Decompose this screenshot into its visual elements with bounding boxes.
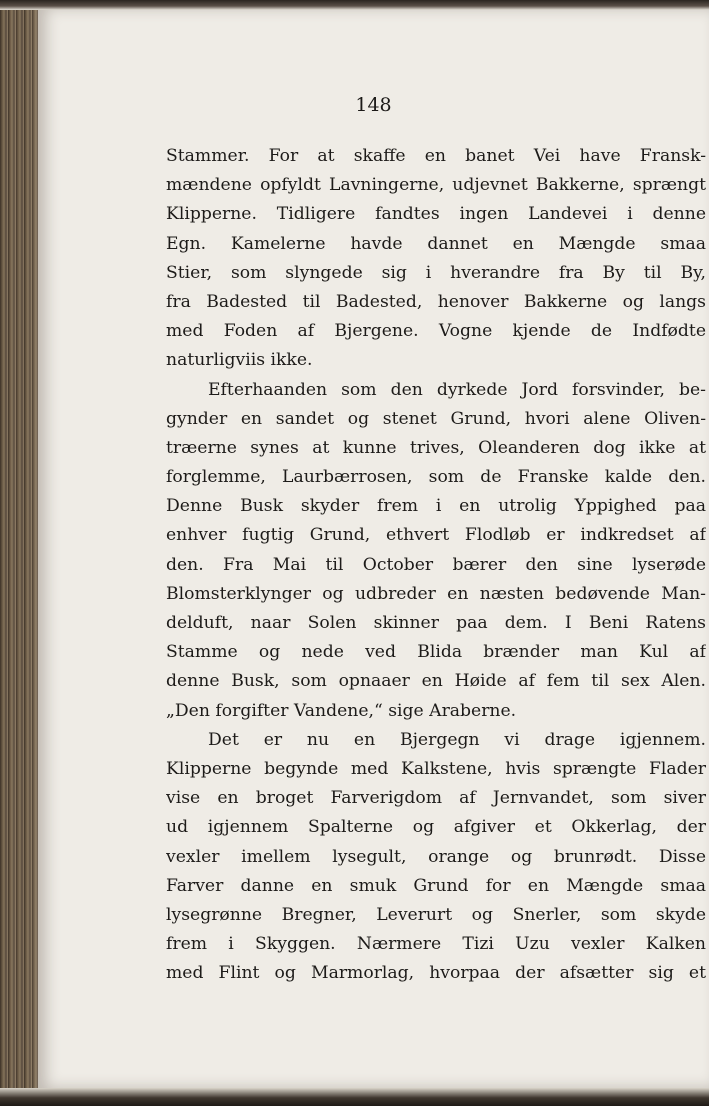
text-line: Stamme og nede ved Blida brænder man Kul af <box>166 642 706 663</box>
bottom-edge-shadow <box>0 1088 709 1106</box>
book-spine <box>0 0 38 1106</box>
text-line: forglemme, Laurbærrosen, som de Franske kalde den. <box>166 467 706 488</box>
text-line: Klipperne. Tidligere fandtes ingen Landevei i denne <box>166 204 706 225</box>
text-line: Efterhaanden som den dyrkede Jord forsvinder, be- <box>208 379 706 400</box>
text-line: Det er nu en Bjergegn vi drage igjennem. <box>208 729 706 750</box>
text-line: ud igjennem Spalterne og afgiver et Okkerlag, der <box>166 817 706 838</box>
text-line: den. Fra Mai til October bærer den sine lyserøde <box>166 554 706 575</box>
text-line: vexler imellem lysegult, orange og brunrødt. Disse <box>166 846 706 867</box>
text-line: Klipperne begynde med Kalkstene, hvis sprængte Flader <box>166 758 706 779</box>
text-line: frem i Skyggen. Nærmere Tizi Uzu vexler Kalken <box>166 934 706 955</box>
text-line: Blomsterklynger og udbreder en næsten bedøvende Man- <box>166 583 706 604</box>
text-line: naturligviis ikke. <box>166 350 313 371</box>
body-text <box>166 142 706 988</box>
text-line: denne Busk, som opnaaer en Høide af fem til sex Alen. <box>166 671 706 692</box>
page-number: 148 <box>355 94 392 116</box>
text-line: med Flint og Marmorlag, hvorpaa der afsætter sig et <box>166 963 706 984</box>
text-line: Egn. Kamelerne havde dannet en Mængde smaa <box>166 233 706 254</box>
text-line: Denne Busk skyder frem i en utrolig Yppighed paa <box>166 496 706 517</box>
text-line: mændene opfyldt Lavningerne, udjevnet Bakkerne, sprængt <box>166 175 706 196</box>
text-line: fra Badested til Badested, henover Bakkerne og langs <box>166 291 706 312</box>
text-line: Stammer. For at skaffe en banet Vei have Fransk- <box>166 146 706 166</box>
text-line: „Den forgifter Vandene,“ sige Araberne. <box>166 700 517 721</box>
text-line: Stier, som slyngede sig i hverandre fra By til By, <box>166 262 706 283</box>
text-line: delduft, naar Solen skinner paa dem. I Beni Ratens <box>166 613 706 633</box>
text-line: enhver fugtig Grund, ethvert Flodløb er indkredset af <box>166 525 706 546</box>
text-line: lysegrønne Bregner, Leverurt og Snerler, som skyde <box>166 904 706 925</box>
book-page <box>38 8 709 1088</box>
text-line: med Foden af Bjergene. Vogne kjende de Indfødte <box>166 321 706 342</box>
text-line: træerne synes at kunne trives, Oleanderen dog ikke at <box>166 437 706 458</box>
text-line: gynder en sandet og stenet Grund, hvori alene Oliven- <box>166 408 706 429</box>
text-line: vise en broget Farverigdom af Jernvandet, som siver <box>166 788 706 809</box>
text-line: Farver danne en smuk Grund for en Mængde smaa <box>166 875 706 896</box>
top-edge-shadow <box>0 0 709 10</box>
